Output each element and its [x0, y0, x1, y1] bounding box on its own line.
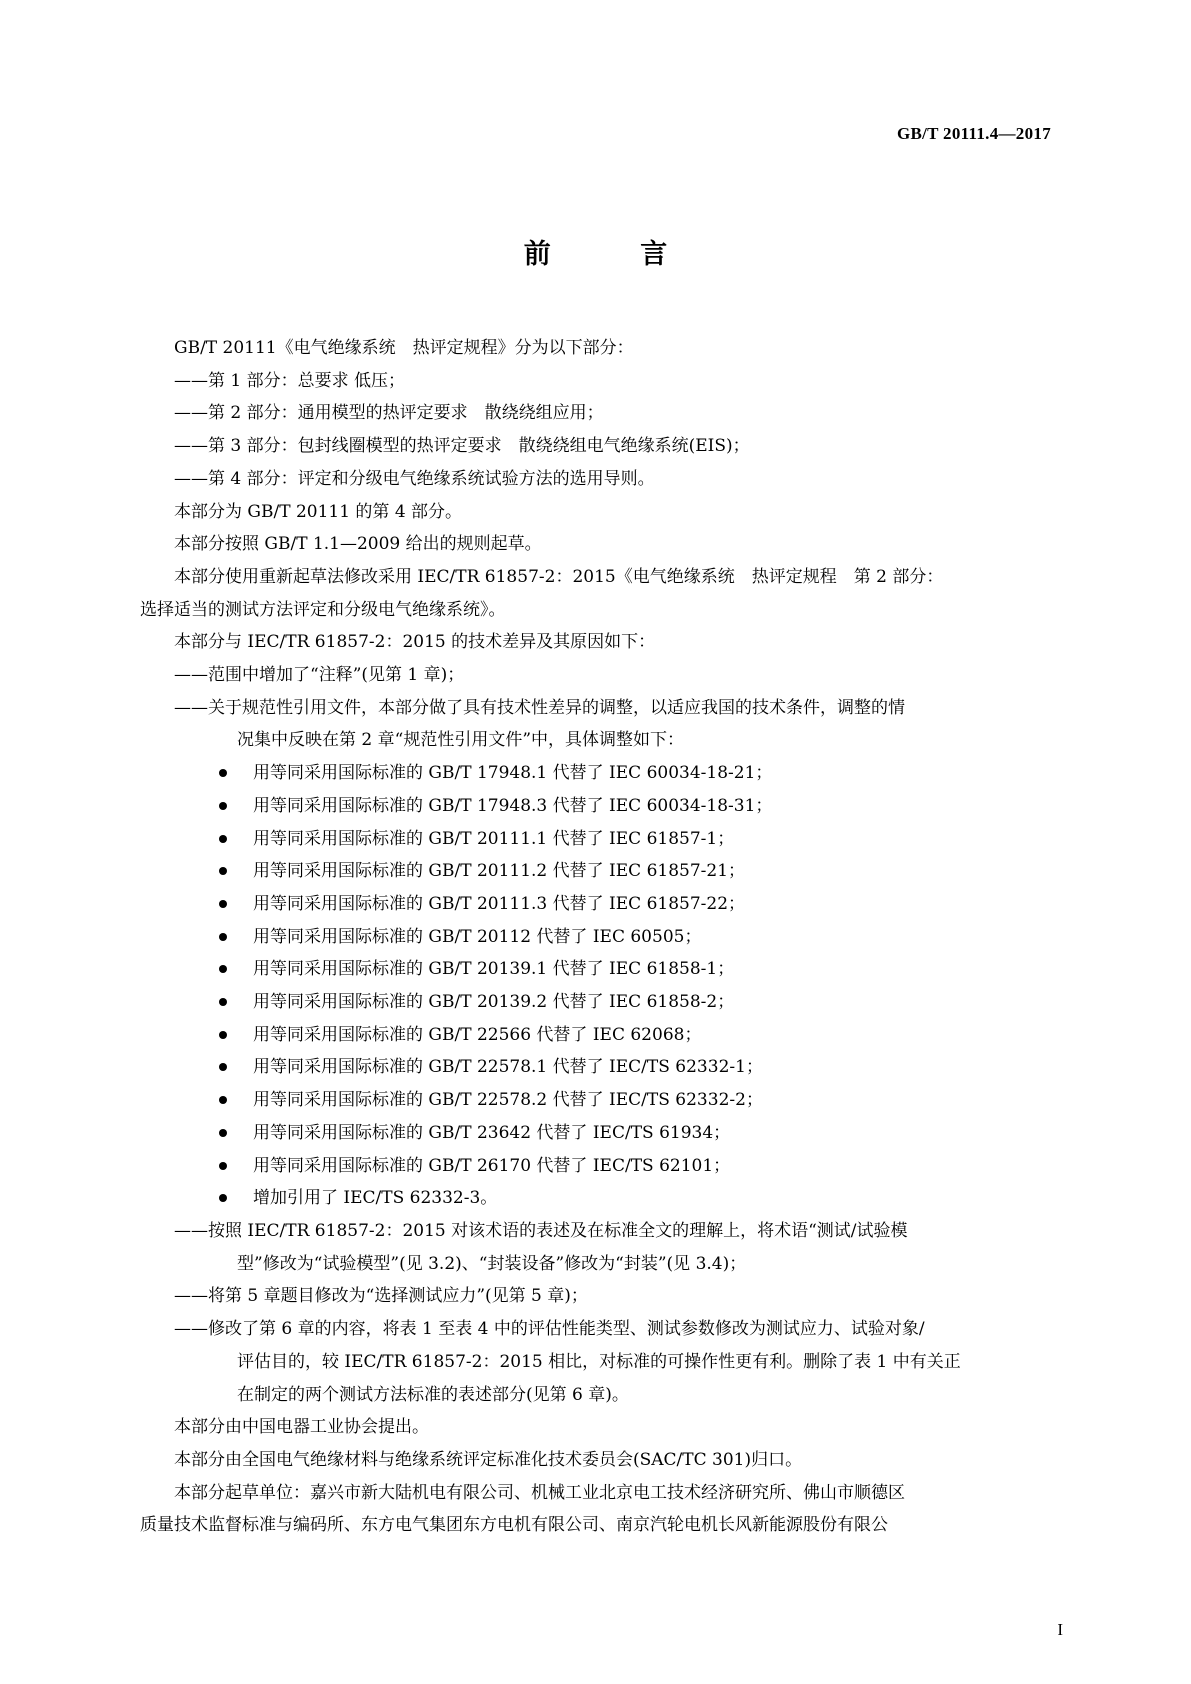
dash-list-item: ——关于规范性引用文件，本部分做了具有技术性差异的调整，以适应我国的技术条件，调整的情 — [174, 697, 905, 718]
dash-list-item: ——第 3 部分：包封线圈模型的热评定要求 散绕绕组电气绝缘系统(EIS)； — [174, 436, 750, 457]
paragraph: 本部分与 IEC/TR 61857-2：2015 的技术差异及其原因如下： — [174, 632, 656, 653]
paragraph-continuation: 质量技术监督标准与编码所、东方电气集团东方电机有限公司、南京汽轮电机长风新能源股份有限公 — [140, 1515, 888, 1536]
bullet-text: 用等同采用国际标准的 GB/T 20139.2 代替了 IEC 61858-2； — [253, 992, 735, 1013]
bullet-item — [174, 1084, 1054, 1117]
bullet-item — [174, 921, 1054, 954]
bullet-text: 用等同采用国际标准的 GB/T 20111.1 代替了 IEC 61857-1； — [253, 828, 735, 849]
bullet-dot-icon — [219, 998, 227, 1006]
bullet-text: 用等同采用国际标准的 GB/T 20111.3 代替了 IEC 61857-22； — [253, 893, 746, 914]
bullet-text: 用等同采用国际标准的 GB/T 20111.2 代替了 IEC 61857-21； — [253, 861, 746, 882]
dash-list-item: ——将第 5 章题目修改为“选择测试应力”(见第 5 章)； — [174, 1286, 588, 1307]
document-body — [140, 332, 1054, 1542]
bullet-dot-icon — [219, 1129, 227, 1137]
bullet-dot-icon — [219, 900, 227, 908]
bullet-dot-icon — [219, 835, 227, 843]
bullet-dot-icon — [219, 802, 227, 810]
dash-list-item: ——第 4 部分：评定和分级电气绝缘系统试验方法的选用导则。 — [174, 468, 655, 489]
bullet-text: 用等同采用国际标准的 GB/T 22578.2 代替了 IEC/TS 62332-2； — [253, 1090, 763, 1111]
dash-list-item: ——按照 IEC/TR 61857-2：2015 对该术语的表述及在标准全文的理解上，将术语“测试/试验模 — [174, 1220, 908, 1241]
bullet-text: 用等同采用国际标准的 GB/T 17948.1 代替了 IEC 60034-18-21； — [253, 763, 773, 784]
dash-list-item: ——修改了第 6 章的内容，将表 1 至表 4 中的评估性能类型、测试参数修改为测试应力、试验对象/ — [174, 1319, 925, 1340]
dash-list-item: ——第 2 部分：通用模型的热评定要求 散绕绕组应用； — [174, 403, 604, 424]
dash-list-continuation: 评估目的，较 IEC/TR 61857-2：2015 相比，对标准的可操作性更有利。删除了表 1 中有关正 — [237, 1351, 961, 1372]
paragraph: 本部分由全国电气绝缘材料与绝缘系统评定标准化技术委员会(SAC/TC 301)归口。 — [174, 1449, 803, 1470]
bullet-text: 用等同采用国际标准的 GB/T 22578.1 代替了 IEC/TS 62332-1； — [253, 1057, 763, 1078]
bullet-item — [174, 1051, 1054, 1084]
dash-list-continuation: 型”修改为“试验模型”(见 3.2)、“封装设备”修改为“封装”(见 3.4)； — [237, 1253, 747, 1274]
page-title: 前 言 — [523, 239, 708, 270]
bullet-item — [174, 986, 1054, 1019]
bullet-dot-icon — [219, 1162, 227, 1170]
paragraph: GB/T 20111《电气绝缘系统 热评定规程》分为以下部分： — [174, 338, 634, 358]
dash-list-item: ——范围中增加了“注释”(见第 1 章)； — [174, 665, 465, 686]
page-number: I — [1057, 1620, 1063, 1639]
bullet-text: 用等同采用国际标准的 GB/T 20139.1 代替了 IEC 61858-1； — [253, 959, 735, 980]
paragraph: 本部分起草单位：嘉兴市新大陆机电有限公司、机械工业北京电工技术经济研究所、佛山市顺德区 — [174, 1482, 905, 1503]
dash-list-continuation: 在制定的两个测试方法标准的表述部分(见第 6 章)。 — [237, 1384, 629, 1405]
standard-number: GB/T 20111.4—2017 — [896, 124, 1051, 143]
paragraph: 本部分由中国电器工业协会提出。 — [174, 1417, 429, 1438]
bullet-item — [174, 953, 1054, 986]
paragraph-continuation: 选择适当的测试方法评定和分级电气绝缘系统》。 — [140, 599, 506, 620]
bullet-item — [174, 888, 1054, 921]
bullet-item — [174, 823, 1054, 856]
bullet-item — [174, 855, 1054, 888]
paragraph: 本部分使用重新起草法修改采用 IEC/TR 61857-2：2015《电气绝缘系统 热评定规程 第 2 部分： — [174, 566, 944, 587]
paragraph: 本部分为 GB/T 20111 的第 4 部分。 — [174, 501, 463, 522]
bullet-dot-icon — [219, 1031, 227, 1039]
paragraph: 本部分按照 GB/T 1.1—2009 给出的规则起草。 — [174, 534, 542, 555]
dash-list-item: ——第 1 部分：总要求 低压； — [174, 370, 406, 391]
bullet-item — [174, 1150, 1054, 1183]
bullet-text: 用等同采用国际标准的 GB/T 17948.3 代替了 IEC 60034-18-31； — [253, 795, 773, 816]
bullet-item — [174, 1182, 1054, 1215]
bullet-text: 用等同采用国际标准的 GB/T 22566 代替了 IEC 62068； — [253, 1024, 702, 1045]
bullet-item — [174, 757, 1054, 790]
bullet-item — [174, 790, 1054, 823]
dash-list-continuation: 况集中反映在第 2 章“规范性引用文件”中，具体调整如下： — [237, 730, 685, 751]
bullet-dot-icon — [219, 933, 227, 941]
bullet-text: 用等同采用国际标准的 GB/T 26170 代替了 IEC/TS 62101； — [253, 1155, 731, 1176]
bullet-text: 增加引用了 IEC/TS 62332-3。 — [253, 1188, 498, 1209]
bullet-item — [174, 1019, 1054, 1052]
bullet-text: 用等同采用国际标准的 GB/T 23642 代替了 IEC/TS 61934； — [253, 1122, 731, 1143]
bullet-item — [174, 1117, 1054, 1150]
bullet-text: 用等同采用国际标准的 GB/T 20112 代替了 IEC 60505； — [253, 926, 702, 947]
